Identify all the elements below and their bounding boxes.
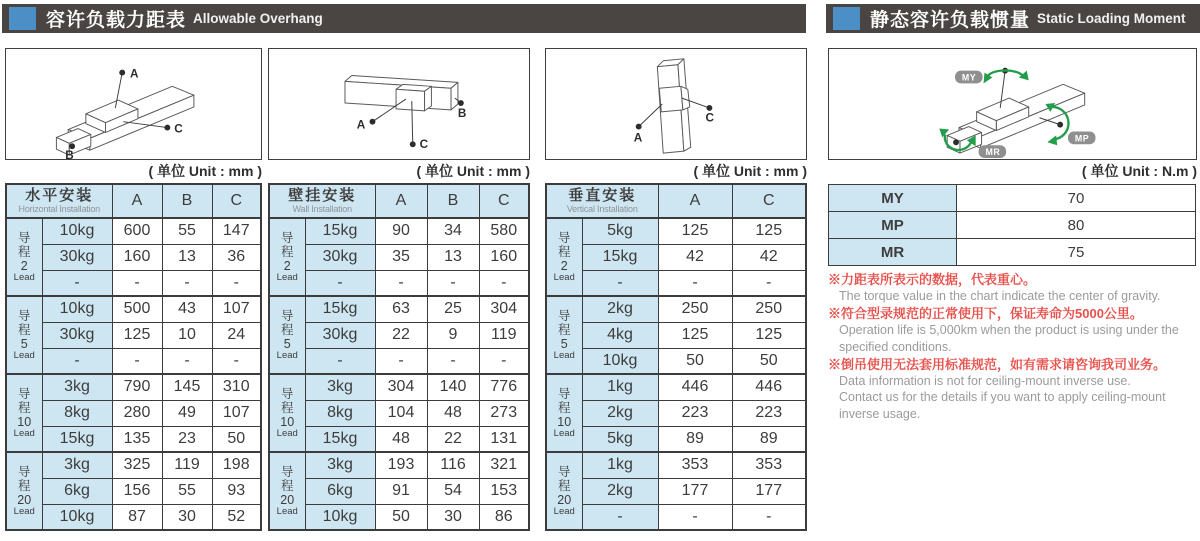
section-header-allowable-overhang <box>2 4 806 33</box>
table-row <box>546 218 806 244</box>
table-row <box>6 374 261 400</box>
value-cell: 273 <box>479 400 529 426</box>
load-cell: 6kg <box>305 478 375 504</box>
value-cell: 50 <box>732 348 806 374</box>
load-cell: 10kg <box>42 296 112 322</box>
point-c-label: C <box>419 138 429 152</box>
value-cell: 140 <box>427 374 479 400</box>
load-cell: 10kg <box>42 218 112 244</box>
lead-header: 导 程 10 Lead <box>269 374 305 452</box>
load-cell: 15kg <box>305 426 375 452</box>
point-a-marker <box>119 70 125 76</box>
moment-label: MP <box>829 212 957 239</box>
table-title: 壁挂安装 Wall Installation <box>269 184 375 218</box>
value-cell: 776 <box>479 374 529 400</box>
load-cell: - <box>42 270 112 296</box>
value-cell: 91 <box>375 478 427 504</box>
point-b-label: B <box>65 149 74 159</box>
isometric-actuator-moments <box>829 49 1196 159</box>
lead-header: 导 程 10 Lead <box>6 374 42 452</box>
lead-header: 导 程 5 Lead <box>546 296 582 374</box>
load-cell: 15kg <box>305 218 375 244</box>
moment-value: 75 <box>957 239 1196 266</box>
unit-caption-mm: ( 单位 Unit : mm ) <box>693 163 807 179</box>
value-cell: 153 <box>479 478 529 504</box>
value-cell: 54 <box>427 478 479 504</box>
load-cell: 10kg <box>305 504 375 530</box>
note-en: Operation life is 5,000km when the product is using under the <box>839 323 1179 338</box>
column-header: B <box>162 184 212 218</box>
value-cell: 86 <box>479 504 529 530</box>
value-cell: 50 <box>375 504 427 530</box>
value-cell: 177 <box>658 478 732 504</box>
header-row <box>269 184 529 218</box>
value-cell: 24 <box>212 322 261 348</box>
mr-label: MR <box>985 147 1001 158</box>
lead-group <box>546 218 806 296</box>
value-cell: 42 <box>732 244 806 270</box>
lead-group <box>546 452 806 530</box>
lead-group <box>6 374 261 452</box>
value-cell: 500 <box>112 296 162 322</box>
value-cell: - <box>212 348 261 374</box>
load-cell: 2kg <box>582 296 658 322</box>
notes-block <box>828 271 1200 423</box>
value-cell: 55 <box>162 478 212 504</box>
table-row <box>6 270 261 296</box>
value-cell: - <box>732 270 806 296</box>
note-en: specified conditions. <box>839 339 952 354</box>
load-cell: 3kg <box>305 374 375 400</box>
point-c-label: C <box>174 122 183 136</box>
mp-label: MP <box>1074 133 1090 144</box>
value-cell: - <box>427 348 479 374</box>
point-a-label: A <box>130 67 139 81</box>
load-cell: 3kg <box>305 452 375 478</box>
value-cell: 223 <box>732 400 806 426</box>
table-row <box>269 218 529 244</box>
table-row <box>6 322 261 348</box>
moment-table <box>828 184 1196 266</box>
load-cell: - <box>582 270 658 296</box>
lead-header: 导 程 5 Lead <box>269 296 305 374</box>
load-cell: 4kg <box>582 322 658 348</box>
value-cell: 353 <box>732 452 806 478</box>
column-header: B <box>427 184 479 218</box>
unit-caption-mm: ( 单位 Unit : mm ) <box>148 163 262 179</box>
value-cell: 119 <box>162 452 212 478</box>
table-row <box>546 270 806 296</box>
load-cell: - <box>582 504 658 530</box>
isometric-actuator-horizontal <box>6 49 261 159</box>
table-row <box>269 478 529 504</box>
value-cell: 280 <box>112 400 162 426</box>
table-title: 水平安装 Horizontal Installation <box>6 184 112 218</box>
load-cell: 1kg <box>582 452 658 478</box>
value-cell: 304 <box>375 374 427 400</box>
note-en: Contact us for the details if you want to apply ceiling-mount <box>839 390 1166 405</box>
value-cell: - <box>479 270 529 296</box>
value-cell: 125 <box>112 322 162 348</box>
point-a-label: A <box>356 118 366 132</box>
value-cell: 89 <box>658 426 732 452</box>
column-header: C <box>479 184 529 218</box>
table-row <box>269 504 529 530</box>
value-cell: 446 <box>732 374 806 400</box>
section-title-en: Allowable Overhang <box>193 11 323 26</box>
section-title-en: Static Loading Moment <box>1037 11 1186 26</box>
column-header: A <box>658 184 732 218</box>
point-a-marker <box>636 124 642 130</box>
value-cell: - <box>162 270 212 296</box>
value-cell: - <box>112 348 162 374</box>
lead-group <box>6 296 261 374</box>
table-title: 垂直安装 Vertical Installation <box>546 184 658 218</box>
value-cell: 250 <box>732 296 806 322</box>
value-cell: - <box>112 270 162 296</box>
table-row <box>6 348 261 374</box>
table-row <box>269 244 529 270</box>
load-cell: 3kg <box>42 374 112 400</box>
table-row <box>269 400 529 426</box>
point-c-label: C <box>705 111 714 125</box>
spec-table <box>5 183 262 531</box>
value-cell: 107 <box>212 296 261 322</box>
value-cell: 23 <box>162 426 212 452</box>
column-header: A <box>112 184 162 218</box>
table-row <box>6 478 261 504</box>
isometric-actuator-vertical <box>546 49 806 159</box>
value-cell: - <box>375 270 427 296</box>
column-header: C <box>732 184 806 218</box>
point-a-label: A <box>633 131 643 145</box>
lead-header: 导 程 20 Lead <box>269 452 305 530</box>
value-cell: - <box>658 270 732 296</box>
header-row <box>546 184 806 218</box>
moment-value: 70 <box>957 185 1196 212</box>
value-cell: 147 <box>212 218 261 244</box>
value-cell: 13 <box>427 244 479 270</box>
table-row <box>829 212 1196 239</box>
unit-caption-nm: ( 单位 Unit : N.m ) <box>1081 163 1197 179</box>
value-cell: 22 <box>375 322 427 348</box>
value-cell: 600 <box>112 218 162 244</box>
value-cell: - <box>375 348 427 374</box>
table-row <box>546 244 806 270</box>
spec-table <box>268 183 530 531</box>
lead-group <box>6 218 261 296</box>
load-cell: 30kg <box>42 244 112 270</box>
value-cell: 131 <box>479 426 529 452</box>
value-cell: 93 <box>212 478 261 504</box>
table-row <box>546 504 806 530</box>
load-cell: 15kg <box>42 426 112 452</box>
value-cell: 325 <box>112 452 162 478</box>
value-cell: 160 <box>112 244 162 270</box>
value-cell: - <box>162 348 212 374</box>
lead-header: 导 程 20 Lead <box>6 452 42 530</box>
load-cell: 30kg <box>305 244 375 270</box>
load-cell: 3kg <box>42 452 112 478</box>
value-cell: 22 <box>427 426 479 452</box>
point-a-marker <box>370 119 376 125</box>
static-loading-moment-diagram <box>828 48 1197 160</box>
lead-group <box>546 296 806 374</box>
load-cell: - <box>305 270 375 296</box>
value-cell: 50 <box>658 348 732 374</box>
load-cell: - <box>42 348 112 374</box>
moment-label: MR <box>829 239 957 266</box>
value-cell: 35 <box>375 244 427 270</box>
value-cell: 89 <box>732 426 806 452</box>
note-zh: ※力距表所表示的数据，代表重心。 <box>828 272 1037 287</box>
moment-value: 80 <box>957 212 1196 239</box>
value-cell: - <box>658 504 732 530</box>
value-cell: 107 <box>212 400 261 426</box>
lead-header: 导 程 2 Lead <box>546 218 582 296</box>
value-cell: 30 <box>427 504 479 530</box>
value-cell: 55 <box>162 218 212 244</box>
value-cell: 321 <box>479 452 529 478</box>
note-en: Data information is not for ceiling-mount inverse use. <box>839 373 1131 388</box>
lead-group <box>269 296 529 374</box>
table-row <box>6 400 261 426</box>
value-cell: 177 <box>732 478 806 504</box>
value-cell: 304 <box>479 296 529 322</box>
header-accent-square <box>9 7 36 30</box>
value-cell: 36 <box>212 244 261 270</box>
isometric-actuator-wall <box>269 49 529 159</box>
point-c-marker <box>706 105 712 111</box>
value-cell: 145 <box>162 374 212 400</box>
my-label: MY <box>961 72 977 83</box>
value-cell: 87 <box>112 504 162 530</box>
load-cell: 15kg <box>582 244 658 270</box>
lead-header: 导 程 20 Lead <box>546 452 582 530</box>
horizontal-installation-table <box>5 183 262 531</box>
value-cell: 43 <box>162 296 212 322</box>
header-row <box>6 184 261 218</box>
value-cell: - <box>479 348 529 374</box>
value-cell: 125 <box>658 322 732 348</box>
load-cell: 2kg <box>582 478 658 504</box>
header-accent-square <box>833 7 860 30</box>
value-cell: - <box>427 270 479 296</box>
value-cell: 156 <box>112 478 162 504</box>
table-row <box>546 400 806 426</box>
vertical-installation-diagram <box>545 48 807 160</box>
value-cell: 160 <box>479 244 529 270</box>
load-cell: 5kg <box>582 218 658 244</box>
value-cell: 580 <box>479 218 529 244</box>
value-cell: 250 <box>658 296 732 322</box>
table-row <box>6 296 261 322</box>
point-c-marker <box>164 125 170 131</box>
table-row <box>6 504 261 530</box>
load-cell: 6kg <box>42 478 112 504</box>
table-row <box>546 452 806 478</box>
horizontal-installation-diagram <box>5 48 262 160</box>
value-cell: - <box>212 270 261 296</box>
lead-header: 导 程 5 Lead <box>6 296 42 374</box>
load-cell: 8kg <box>305 400 375 426</box>
value-cell: 125 <box>732 322 806 348</box>
lead-group <box>6 452 261 530</box>
lead-group <box>269 218 529 296</box>
load-cell: 30kg <box>42 322 112 348</box>
table-row <box>269 374 529 400</box>
table-row <box>6 452 261 478</box>
value-cell: 52 <box>212 504 261 530</box>
value-cell: 13 <box>162 244 212 270</box>
lead-group <box>546 374 806 452</box>
section-header-static-loading-moment <box>826 4 1200 33</box>
lead-group <box>269 374 529 452</box>
note-en: The torque value in the chart indicate the center of gravity. <box>839 289 1161 304</box>
note-en: inverse usage. <box>839 407 921 422</box>
value-cell: 49 <box>162 400 212 426</box>
table-row <box>546 296 806 322</box>
load-cell: 2kg <box>582 400 658 426</box>
value-cell: 25 <box>427 296 479 322</box>
point-b-label: B <box>457 106 467 120</box>
value-cell: 790 <box>112 374 162 400</box>
section-title-zh: 静态容许负载惯量 <box>870 10 1031 31</box>
value-cell: 90 <box>375 218 427 244</box>
table-row <box>546 348 806 374</box>
load-cell: 5kg <box>582 426 658 452</box>
value-cell: 353 <box>658 452 732 478</box>
value-cell: 34 <box>427 218 479 244</box>
table-row <box>829 185 1196 212</box>
value-cell: 125 <box>658 218 732 244</box>
value-cell: 30 <box>162 504 212 530</box>
section-title-zh: 容许负载力距表 <box>46 10 187 31</box>
lead-header: 导 程 2 Lead <box>269 218 305 296</box>
value-cell: 310 <box>212 374 261 400</box>
column-header: A <box>375 184 427 218</box>
table-row <box>6 426 261 452</box>
value-cell: 223 <box>658 400 732 426</box>
value-cell: - <box>732 504 806 530</box>
table-row <box>546 478 806 504</box>
spec-table <box>545 183 807 531</box>
value-cell: 63 <box>375 296 427 322</box>
value-cell: 48 <box>375 426 427 452</box>
lead-header: 导 程 10 Lead <box>546 374 582 452</box>
load-cell: 10kg <box>42 504 112 530</box>
column-header: C <box>212 184 261 218</box>
table-row <box>269 322 529 348</box>
table-row <box>269 296 529 322</box>
value-cell: 198 <box>212 452 261 478</box>
load-cell: 15kg <box>305 296 375 322</box>
load-cell: 10kg <box>582 348 658 374</box>
point-b-marker <box>458 100 464 106</box>
table-row <box>269 426 529 452</box>
load-cell: - <box>305 348 375 374</box>
table-row <box>269 270 529 296</box>
note-zh: ※符合型录规范的正常使用下，保证寿命为5000公里。 <box>828 305 1143 321</box>
value-cell: 48 <box>427 400 479 426</box>
lead-header: 导 程 2 Lead <box>6 218 42 296</box>
table-row <box>269 452 529 478</box>
table-row <box>269 348 529 374</box>
wall-installation-table <box>268 183 530 531</box>
moment-label: MY <box>829 185 957 212</box>
value-cell: 125 <box>732 218 806 244</box>
table-row <box>546 374 806 400</box>
value-cell: 42 <box>658 244 732 270</box>
value-cell: 119 <box>479 322 529 348</box>
table-row <box>6 218 261 244</box>
value-cell: 446 <box>658 374 732 400</box>
value-cell: 50 <box>212 426 261 452</box>
table-row <box>546 426 806 452</box>
note-zh: ※倒吊使用无法套用标准规范，如有需求请咨询我司业务。 <box>828 356 1167 372</box>
table-row <box>546 322 806 348</box>
lead-group <box>269 452 529 530</box>
load-cell: 30kg <box>305 322 375 348</box>
value-cell: 135 <box>112 426 162 452</box>
point-c-marker <box>410 141 416 147</box>
vertical-installation-table <box>545 183 807 531</box>
table-row <box>6 244 261 270</box>
value-cell: 9 <box>427 322 479 348</box>
value-cell: 10 <box>162 322 212 348</box>
value-cell: 116 <box>427 452 479 478</box>
value-cell: 193 <box>375 452 427 478</box>
table-row <box>829 239 1196 266</box>
load-cell: 8kg <box>42 400 112 426</box>
load-cell: 1kg <box>582 374 658 400</box>
value-cell: 104 <box>375 400 427 426</box>
wall-installation-diagram <box>268 48 530 160</box>
unit-caption-mm: ( 单位 Unit : mm ) <box>416 163 530 179</box>
